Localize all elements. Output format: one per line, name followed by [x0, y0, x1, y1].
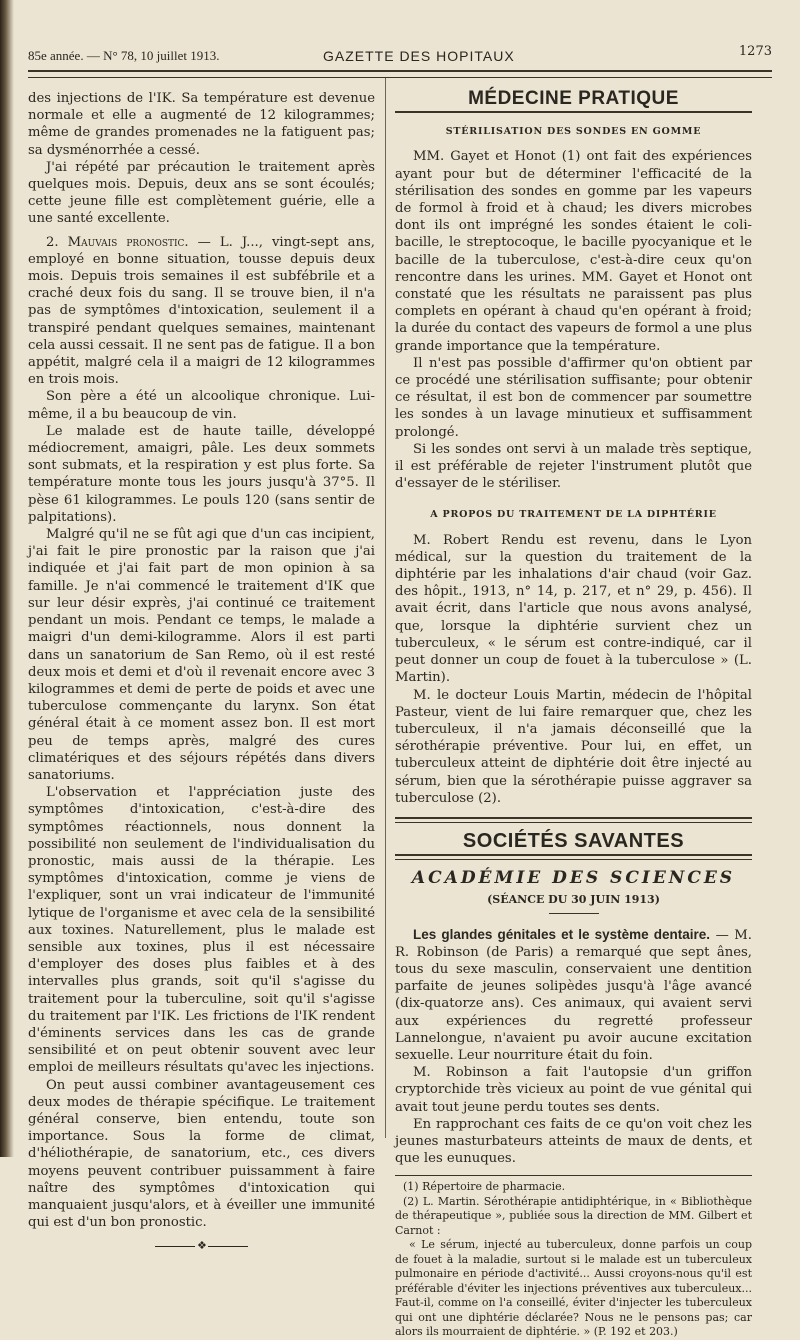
paragraph: M. Robinson a fait l'autopsie d'un griffon cryptorchide très vicieux au point de vue génital qui avait tout jeune perdu toutes ses dents. — [395, 1065, 752, 1115]
case-paragraph — [28, 234, 375, 389]
paragraph: Il n'est pas possible d'affirmer qu'on obtient par ce procédé une stérilisation suffisante; pour obtenir ce résultat, il est bon de commencer par soumettre les sondes à un lavage minutieux et suffisamment prolongé. — [395, 355, 752, 440]
article-paragraph — [395, 926, 752, 1065]
paragraph: Si les sondes ont servi à un malade très septique, il est préférable de rejeter l'instrument plutôt que d'essayer de le stériliser. — [395, 441, 752, 492]
case-number: 2. — [46, 234, 68, 250]
paragraph: Malgré qu'il ne se fût agi que d'un cas incipient, j'ai fait le pire pronostic par la raison que j'ai indiquée et j'ai fait part de mon opinion à sa famille. Je n'ai commencé le traitement d'IK que sur leur désir exprès, j'ai continué ce traitement pendant un mois. Pendant ce temps, le malade a maigri d'un demi-kilogramme. Alors il est parti dans un sanatorium de San Remo, où il est resté deux mois et demi et d'où il revenait encore avec 3 kilogrammes et demi de perte de poids et avec une tuberculose commençante du larynx. Son état général était à ce moment assez bon. Il est mort peu de temps après, malgré des cures climatériques et des séjours répétés dans divers sanatoriums. — [28, 527, 375, 783]
left-column — [28, 90, 375, 1255]
section-rule — [395, 111, 752, 113]
case-text: — L. J..., vingt-sept ans, employé en bonne situation, tousse depuis deux mois. Depuis trois semaines il est subfébrile et a craché deux fois du sang. Il se trouve bien, il n'a pas de symptômes d'intoxication, seulement il a transpiré pendant quelques semaines, maintenant cela aussi cessait. Il ne sent pas de fatigue. Il a bon appétit, malgré cela il a maigri de 12 kilogrammes en trois mois. — [28, 234, 375, 388]
paragraph: J'ai répété par précaution le traitement après quelques mois. Depuis, deux ans se sont écoulés; cette jeune fille est complètement guérie, elle a une santé excellente. — [28, 159, 375, 227]
paragraph: M. Robert Rendu est revenu, dans le Lyon médical, sur la question du traitement de la diphtérie par les inhalations d'air chaud (voir Gaz. des hôpit., 1913, n° 14, p. 217, et n° 29, p. 456). Il avait écrit, dans l'article que nous avons analysé, que, lorsque la diphtérie survient chez un tuberculeux, « le sérum est contre-indiqué, car il peut donner un coup de fouet à la tuberculose » (L. Martin). — [395, 532, 752, 686]
paragraph: On peut aussi combiner avantageusement ces deux modes de thérapie spécifique. Le traitement général conserve, bien entendu, toute son importance. Sous la forme de climat, d'héliothérapie, de sanatorium, etc., ces divers moyens peuvent contribuer puissamment à faire naître des symptômes d'intoxication qui manquaient jusqu'alors, et à éveiller une immunité qui est d'un bon pronostic. — [28, 1077, 375, 1231]
right-column — [395, 90, 752, 1340]
paragraph: En rapprochant ces faits de ce qu'on voit chez les jeunes masturbateurs atteints de maux de dents, et que les eunuques. — [395, 1116, 752, 1167]
footnotes — [395, 1175, 752, 1340]
paragraph: Son père a été un alcoolique chronique. Lui-même, il a bu beaucoup de vin. — [28, 389, 375, 422]
article-title: Les glandes génitales et le système dentaire. — [413, 926, 711, 942]
issue-line: 85e année. — N° 78, 10 juillet 1913. — [28, 48, 220, 63]
header-rule — [28, 70, 772, 78]
footnote: (2) L. Martin. Sérothérapie antidiphtérique, in « Bibliothèque de thérapeutique », publiée sous la direction de MM. Gilbert et Carnot : — [395, 1194, 752, 1237]
footnote: (1) Répertoire de pharmacie. — [403, 1180, 566, 1194]
page-edge-shadow — [0, 0, 14, 1157]
page-number: 1273 — [738, 44, 772, 59]
section-rule — [395, 854, 752, 860]
footnote-quote: « Le sérum, injecté au tuberculeux, donne parfois un coup de fouet à la maladie, surtout si le malade est un tuberculeux pulmonaire en période d'activité... Aussi croyons-nous qu'il est préférable d'éviter les injections préventives aux tuberculeux... Faut-il, comme on l'a conseillé, éviter d'injecter les tuberculeux qui ont une diphtérie déclarée? Nous ne le pensons pas; car alors ils mourraient de diphtérie. » (P. 192 et 203.) — [395, 1238, 752, 1339]
column-separator — [385, 78, 386, 1138]
end-ornament: ❖ — [28, 1237, 375, 1254]
section-rule — [395, 817, 752, 823]
article-heading: STÉRILISATION DES SONDES EN GOMME — [445, 126, 702, 138]
paragraph: MM. Gayet et Honot (1) ont fait des expériences ayant pour but de déterminer l'efficacité de la stérilisation des sondes en gomme par les vapeurs de formol à froid et à chaud; les divers microbes dont ils ont imprégné les sondes étaient le coli-bacille, le streptocoque, le bacille pyocyanique et le bacille de la tuberculose, c'est-à-dire ceux qu'on rencontre dans les urines. MM. Gayet et Honot ont constaté que les résultats ne paraissent pas plus complets en opérant à chaud qu'en opérant à froid; la durée du contact des vapeurs de formol a une plus grande importance que la température. — [395, 149, 752, 354]
article-text: — M. R. Robinson (de Paris) a remarqué que sept ânes, tous du sexe masculin, conservaient une dentition parfaite de jeunes solipèdes jusqu'à l'âge avancé (dix-quatorze ans). Ces animaux, qui avaient servi aux expériences du regretté professeur Lannelongue, n'avaient pu avoir aucune excitation sexuelle. Leur nourriture était du foin. — [395, 927, 752, 1063]
academy-title: ACADÉMIE DES SCIENCES — [411, 868, 736, 889]
paragraph: des injections de l'IK. Sa température est devenue normale et elle a augmenté de 12 kilogrammes; même de grandes promenades ne la fatiguent pas; sa dysménorrhée a cessé. — [28, 91, 375, 158]
case-label: Mauvais pronostic. — [67, 234, 189, 250]
section-title: SOCIÉTÉS SAVANTES — [462, 829, 685, 852]
paragraph: M. le docteur Louis Martin, médecin de l'hôpital Pasteur, vient de lui faire remarquer que, chez les tuberculeux, il n'a jamais déconseillé que la sérothérapie préventive. Pour lui, en effet, un tuberculeux atteint de diphtérie doit être injecté au sérum, bien que la sérothérapie puisse aggraver sa tuberculose (2). — [395, 687, 752, 806]
journal-title: GAZETTE DES HOPITAUX — [323, 48, 515, 64]
paragraph: Le malade est de haute taille, développé médiocrement, amaigri, pâle. Les deux sommets sont submats, et la respiration y est plus forte. Sa température monte tous les jours jusqu'à 37°5. Il pèse 61 kilogrammes. Le pouls 120 (sans sentir de palpitations). — [28, 423, 375, 525]
page-header — [28, 44, 772, 70]
session-date: (SÉANCE DU 30 JUIN 1913) — [487, 893, 660, 907]
section-title: MÉDECINE PRATIQUE — [468, 88, 679, 109]
short-rule — [549, 913, 599, 914]
paragraph: L'observation et l'appréciation juste des symptômes d'intoxication, c'est-à-dire des symptômes réactionnels, nous donnent la possibilité non seulement de l'individualisation du pronostic, mais aussi de la thérapie. Les symptômes d'intoxication, comme je viens de l'expliquer, sont un vrai indicateur de l'immunité lytique de l'organisme et avec cela de la sensibilité aux toxines. Naturellement, plus le malade est sensible aux toxines, plus il est nécessaire d'employer des doses plus faibles et à des intervalles plus grands, soit qu'il s'agisse du traitement pour la tuberculine, soit qu'il s'agisse du traitement par l'IK. Les frictions de l'IK rendent d'éminents services dans les cas de grande sensibilité et on peut obtenir souvent avec leur emploi de meilleurs résultats qu'avec les injections. — [28, 785, 375, 1076]
article-heading: A PROPOS DU TRAITEMENT DE LA DIPHTÉRIE — [430, 509, 717, 521]
